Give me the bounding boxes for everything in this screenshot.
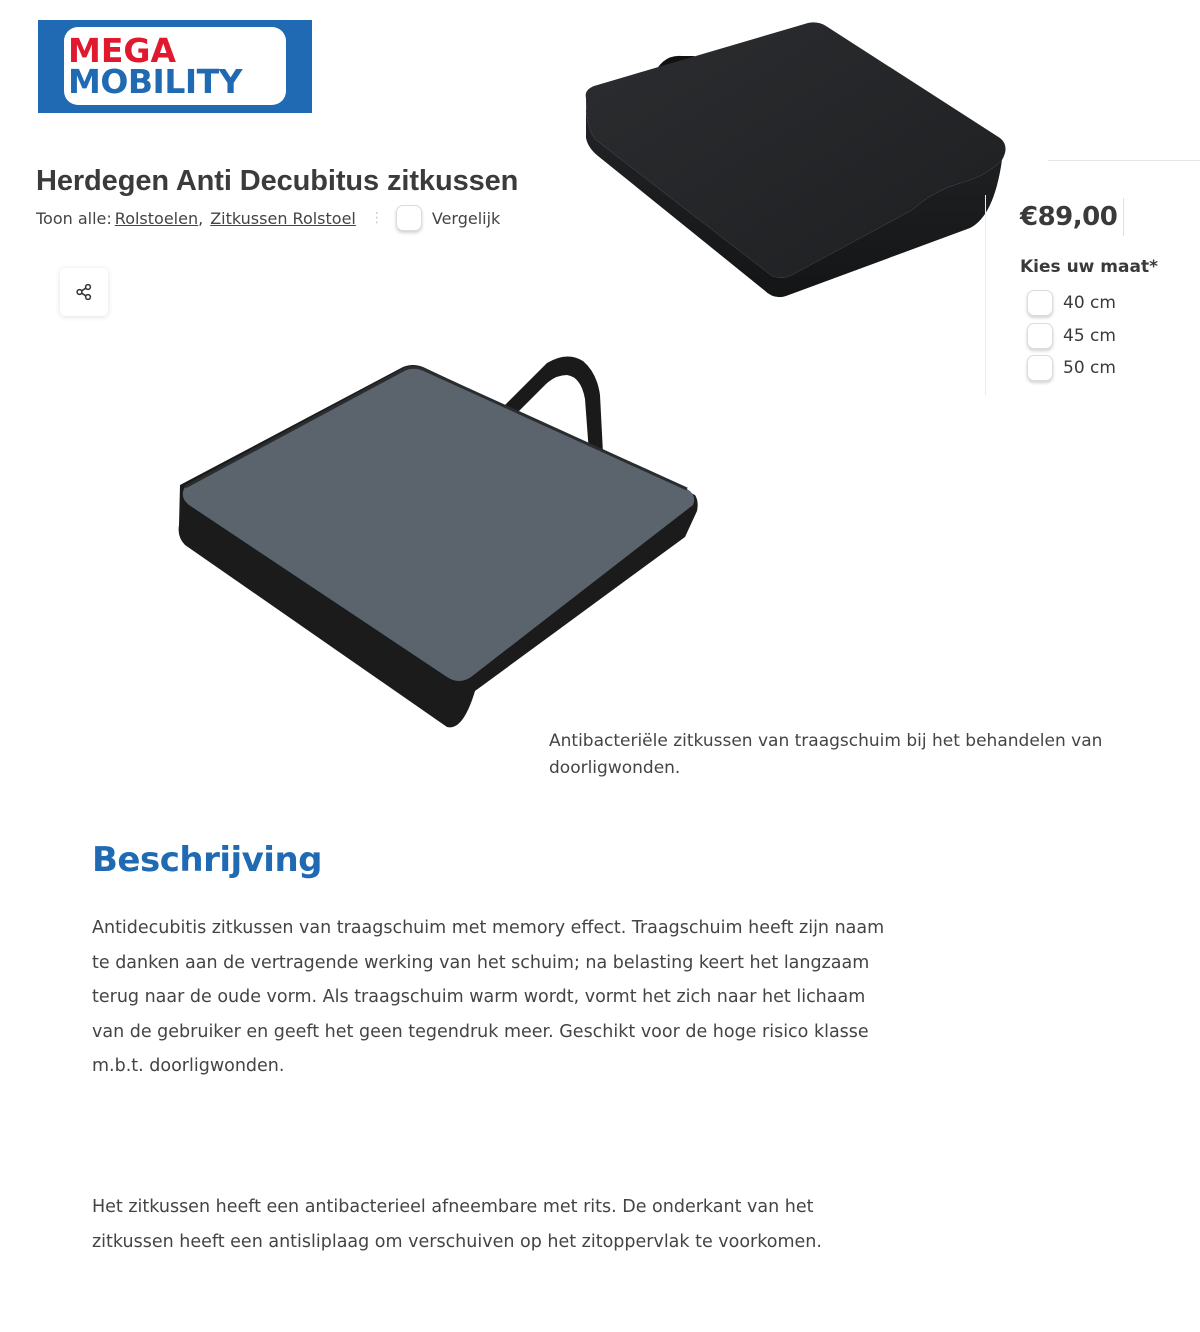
price-divider [1123, 198, 1124, 236]
size-checkbox-40[interactable] [1027, 290, 1053, 316]
size-options-group [1027, 287, 1116, 385]
product-meta-row [36, 204, 500, 232]
product-title: Herdegen Anti Decubitus zitkussen [36, 165, 519, 197]
size-option-label[interactable]: 50 cm [1063, 358, 1116, 379]
logo-badge [64, 27, 286, 105]
product-price: €89,00 [1020, 202, 1118, 232]
size-select-label: Kies uw maat* [1020, 257, 1158, 277]
share-button[interactable] [60, 268, 108, 316]
description-heading: Beschrijving [92, 840, 323, 880]
logo-text-mobility: MOBILITY [68, 62, 243, 101]
show-all-label: Toon alle: [36, 208, 112, 228]
product-image-secondary[interactable] [582, 20, 1007, 305]
cushion-grey-image [175, 355, 700, 730]
size-checkbox-50[interactable] [1027, 355, 1053, 381]
short-description: Antibacteriële zitkussen van traagschuim bij het behandelen van doorligwonden. [549, 731, 1103, 778]
size-checkbox-45[interactable] [1027, 323, 1053, 349]
panel-top-divider [1048, 160, 1200, 161]
category-separator: , [198, 208, 204, 228]
vertical-dots-divider: ⋮ [369, 210, 382, 226]
description-paragraph-1: Antidecubitis zitkussen van traagschuim met memory effect. Traagschuim heeft zijn naam te danken aan de vertragende werking van het schuim; na belasting keert het langzaam terug naar de oude vorm. Als traagschuim warm wordt, vormt het zich naar het lichaam van de gebruiker en geeft het geen tegendruk meer. Geschikt voor de hoge risico klasse m.b.t. doorligwonden. [92, 918, 885, 1076]
logo-text-mega: MEGA [68, 30, 177, 70]
compare-label[interactable]: Vergelijk [431, 208, 501, 228]
product-image-main[interactable] [175, 355, 700, 730]
size-option-50[interactable] [1027, 352, 1116, 385]
size-option-40[interactable] [1027, 287, 1116, 320]
size-option-label[interactable]: 40 cm [1063, 293, 1116, 314]
category-link-rolstoelen[interactable]: Rolstoelen [114, 208, 199, 228]
description-paragraph-2: Het zitkussen heeft een antibacterieel afneembare met rits. De onderkant van het zitkussen heeft een antisliplaag om verschuiven op het zitoppervlak te voorkomen. [92, 1197, 822, 1252]
category-link-zitkussen-rolstoel[interactable]: Zitkussen Rolstoel [210, 208, 356, 228]
logo[interactable] [38, 20, 312, 113]
share-icon [75, 283, 93, 301]
size-option-45[interactable] [1027, 320, 1116, 353]
cushion-black-image [582, 20, 1007, 305]
size-option-label[interactable]: 45 cm [1063, 325, 1116, 346]
panel-left-divider [985, 195, 986, 395]
compare-checkbox[interactable] [396, 205, 422, 231]
